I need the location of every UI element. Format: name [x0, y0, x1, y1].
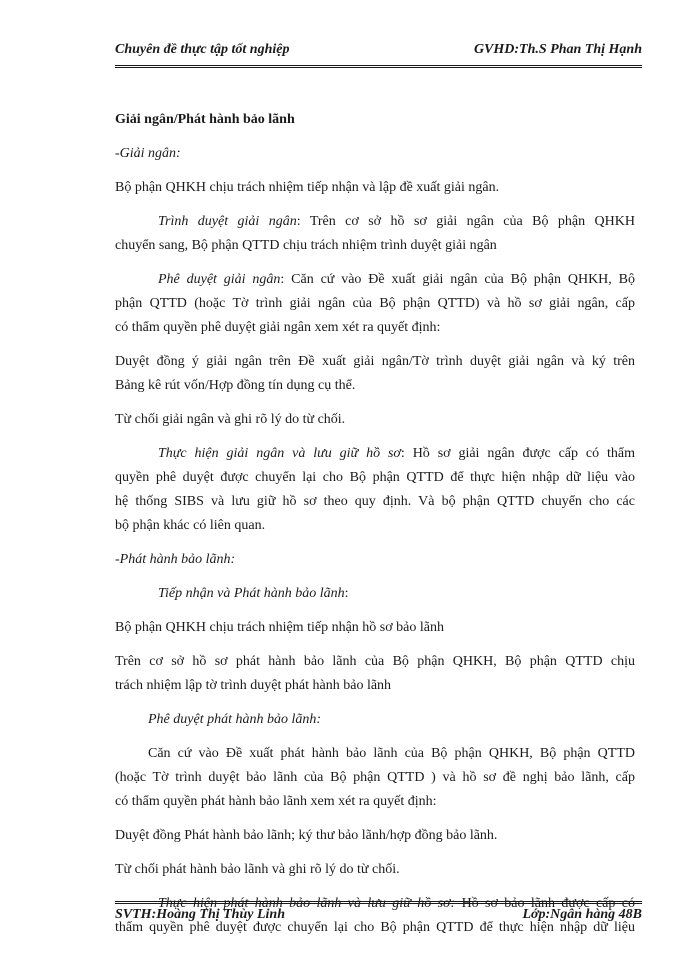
- inline-term: Tiếp nhận và Phát hành bảo lãnh: [158, 586, 345, 601]
- text-run: : Trên cơ sở hồ sơ giải ngân của Bộ phận QHKH: [296, 214, 635, 229]
- paragraph-line: chuyển sang, Bộ phận QTTD chịu trách nhiệm trình duyệt giải ngân: [115, 238, 497, 253]
- paragraph: Từ chối phát hành bảo lãnh và ghi rõ lý do từ chối.: [115, 862, 400, 877]
- paragraph-line: trách nhiệm lập tờ trình duyệt phát hành bảo lãnh: [115, 678, 392, 693]
- page-header: [115, 42, 642, 68]
- paragraph-line: Căn cứ vào Đề xuất phát hành bảo lãnh của Bộ phận QHKH, Bộ phận QTTD: [148, 746, 635, 761]
- paragraph: Bộ phận QHKH chịu trách nhiệm tiếp nhận và lập đề xuất giải ngân.: [115, 180, 500, 195]
- paragraph-line: [115, 582, 635, 606]
- paragraph-line: có thẩm quyền phát hành bảo lãnh xem xét ra quyết định:: [115, 794, 437, 809]
- footer-left: SVTH:Hoàng Thị Thùy Linh: [115, 907, 285, 922]
- header-right: GVHD:Th.S Phan Thị Hạnh: [473, 42, 642, 57]
- paragraph-line: hệ thống SIBS và lưu giữ hồ sơ theo quy định. Và bộ phận QTTD chuyển cho các: [115, 494, 635, 509]
- footer-right: Lớp:Ngân hàng 48B: [522, 907, 642, 922]
- inline-term: Phê duyệt giải ngân: [158, 272, 281, 287]
- paragraph-line: [115, 210, 635, 234]
- text-run: : Căn cứ vào Đề xuất giải ngân của Bộ phận QHKH, Bộ: [280, 272, 635, 287]
- paragraph: Duyệt đồng Phát hành bảo lãnh; ký thư bảo lãnh/hợp đồng bảo lãnh.: [115, 828, 498, 843]
- inline-term: Thực hiện giải ngân và lưu giữ hồ sơ: [158, 446, 401, 461]
- inline-term: Trình duyệt giải ngân: [158, 214, 297, 229]
- paragraph-line: có thẩm quyền phê duyệt giải ngân xem xét ra quyết định:: [115, 320, 441, 335]
- paragraph-line: [115, 268, 635, 292]
- text-run: :: [344, 586, 349, 601]
- paragraph: Từ chối giải ngân và ghi rõ lý do từ chối.: [115, 412, 346, 427]
- paragraph: Bộ phận QHKH chịu trách nhiệm tiếp nhận hồ sơ bảo lãnh: [115, 620, 444, 635]
- page-body: [115, 108, 635, 940]
- subheading-phe-duyet: Phê duyệt phát hành bảo lãnh:: [148, 712, 322, 727]
- text-run: Hồ sơ bảo lãnh được cấp có: [455, 896, 635, 911]
- page-footer: [115, 901, 642, 929]
- paragraph-line: Trên cơ sở hồ sơ phát hành bảo lãnh của Bộ phận QHKH, Bộ phận QTTD chịu: [115, 654, 635, 669]
- paragraph-line: quyền phê duyệt được chuyển lại cho Bộ phận QTTD để thực hiện nhập dữ liệu vào: [115, 470, 635, 485]
- paragraph-line: thẩm quyền phê duyệt được chuyển lại cho Bộ phận QTTD để thực hiện nhập dữ liệu: [115, 920, 635, 935]
- text-run: : Hồ sơ giải ngân được cấp có thẩm: [400, 446, 635, 461]
- section-heading: Giải ngân/Phát hành bảo lãnh: [115, 112, 295, 127]
- subheading-phat-hanh-bao-lanh: -Phát hành bảo lãnh:: [115, 552, 236, 567]
- subheading-giai-ngan: -Giải ngân:: [115, 146, 181, 161]
- header-left: Chuyên đề thực tập tốt nghiệp: [115, 42, 290, 57]
- paragraph-line: Duyệt đồng ý giải ngân trên Đề xuất giải ngân/Tờ trình duyệt giải ngân và ký trên: [115, 354, 635, 369]
- paragraph-line: (hoặc Tờ trình duyệt bảo lãnh của Bộ phận QTTD ) và hồ sơ đề nghị bảo lãnh, cấp: [115, 770, 635, 785]
- paragraph-line: [115, 442, 635, 466]
- paragraph-line: Bảng kê rút vốn/Hợp đồng tín dụng cụ thể.: [115, 378, 356, 393]
- paragraph-line: phận QTTD (hoặc Tờ trình giải ngân của Bộ phận QTTD) và hồ sơ giải ngân, cấp: [115, 296, 635, 311]
- inline-term: Thực hiện phát hành bảo lãnh và lưu giữ hồ sơ:: [158, 896, 456, 911]
- paragraph-line: bộ phận khác có liên quan.: [115, 518, 266, 533]
